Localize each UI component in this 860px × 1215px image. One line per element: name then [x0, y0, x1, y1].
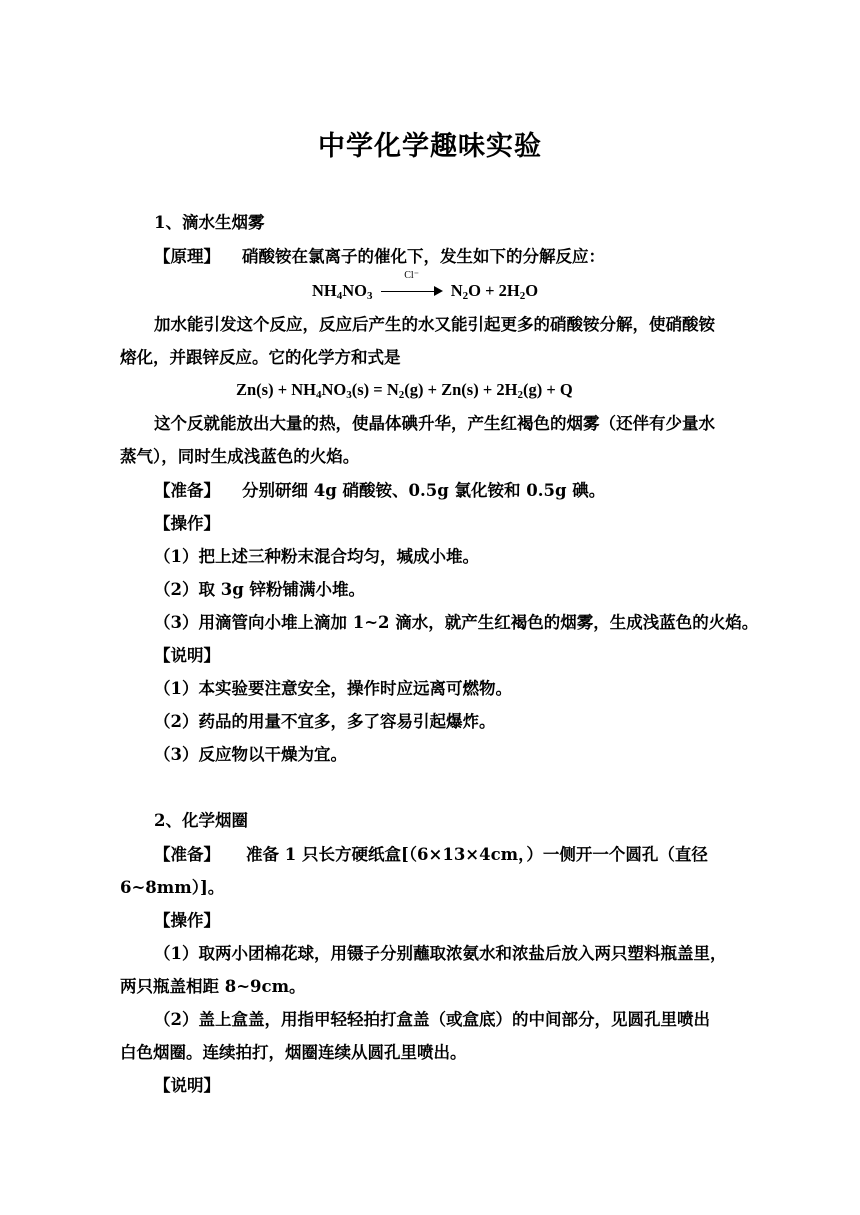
principle-text: 硝酸铵在氯离子的催化下，发生如下的分解反应： — [242, 247, 605, 266]
note-item-2: （2）药品的用量不宜多，多了容易引起爆炸。 — [154, 712, 496, 731]
prep-text: 准备 1 只长方硬纸盒[（6×13×4cm，）一侧开一个圆孔（直径 — [246, 845, 708, 864]
note-item-3: （3）反应物以干燥为宜。 — [154, 745, 347, 764]
section2-op1-line-1: （1）取两小团棉花球，用镊子分别蘸取浓氨水和浓盐后放入两只塑料瓶盖里， — [154, 944, 727, 963]
operation-label: 【操作】 — [154, 514, 220, 533]
reaction-condition: Cl⁻ — [404, 270, 419, 281]
section2-op2-line-1: （2）盖上盒盖，用指甲轻轻拍打盒盖（或盒底）的中间部分，见圆孔里喷出 — [154, 1010, 710, 1029]
prep-text: 分别研细 4g 硝酸铵、0.5g 氯化铵和 0.5g 碘。 — [242, 481, 606, 500]
prep-label: 【准备】 — [154, 845, 220, 864]
operation-item-3: （3）用滴管向小堆上滴加 1~2 滴水，就产生红褐色的烟雾，生成浅蓝色的火焰。 — [154, 613, 759, 632]
section2-preparation — [154, 845, 708, 865]
section2-operation-label: 【操作】 — [154, 911, 220, 930]
principle-label: 【原理】 — [154, 247, 220, 266]
section1-heading: 1、滴水生烟雾 — [154, 213, 265, 232]
section1-preparation — [154, 481, 605, 501]
document-title: 中学化学趣味实验 — [318, 131, 542, 162]
paragraph-2-line-2: 蒸气），同时生成浅蓝色的火焰。 — [120, 447, 360, 466]
reaction-arrow — [381, 270, 443, 301]
paragraph-2-line-1: 这个反就能放出大量的热，使晶体碘升华，产生红褐色的烟雾（还伴有少量水 — [154, 414, 715, 433]
paragraph-1-line-1: 加水能引发这个反应，反应后产生的水又能引起更多的硝酸铵分解，使硝酸铵 — [154, 315, 715, 334]
section2-prep-line-2: 6~8mm）]。 — [120, 878, 225, 897]
section2-op2-line-2: 白色烟圈。连续拍打，烟圈连续从圆孔里喷出。 — [120, 1043, 467, 1062]
section2-heading: 2、化学烟圈 — [154, 811, 248, 830]
equation-1: $NH_4NO_3$ Cl⁻ $N_2O + 2H_2O$ — [312, 270, 539, 302]
paragraph-1-line-2: 熔化，并跟锌反应。它的化学方和式是 — [120, 348, 401, 367]
operation-item-2: （2）取 3g 锌粉铺满小堆。 — [154, 580, 365, 599]
note-label: 【说明】 — [154, 646, 220, 665]
section2-op1-line-2: 两只瓶盖相距 8~9cm。 — [120, 977, 306, 996]
prep-label: 【准备】 — [154, 481, 220, 500]
equation-2: $Zn(s) + NH_4NO_3(s) = N_2(g) + Zn(s) + 2H_2(g) + Q$ — [236, 380, 573, 401]
note-item-1: （1）本实验要注意安全，操作时应远离可燃物。 — [154, 679, 512, 698]
operation-item-1: （1）把上述三种粉末混合均匀，堿成小堆。 — [154, 547, 479, 566]
section1-principle — [154, 247, 605, 267]
section2-note-label: 【说明】 — [154, 1076, 220, 1095]
